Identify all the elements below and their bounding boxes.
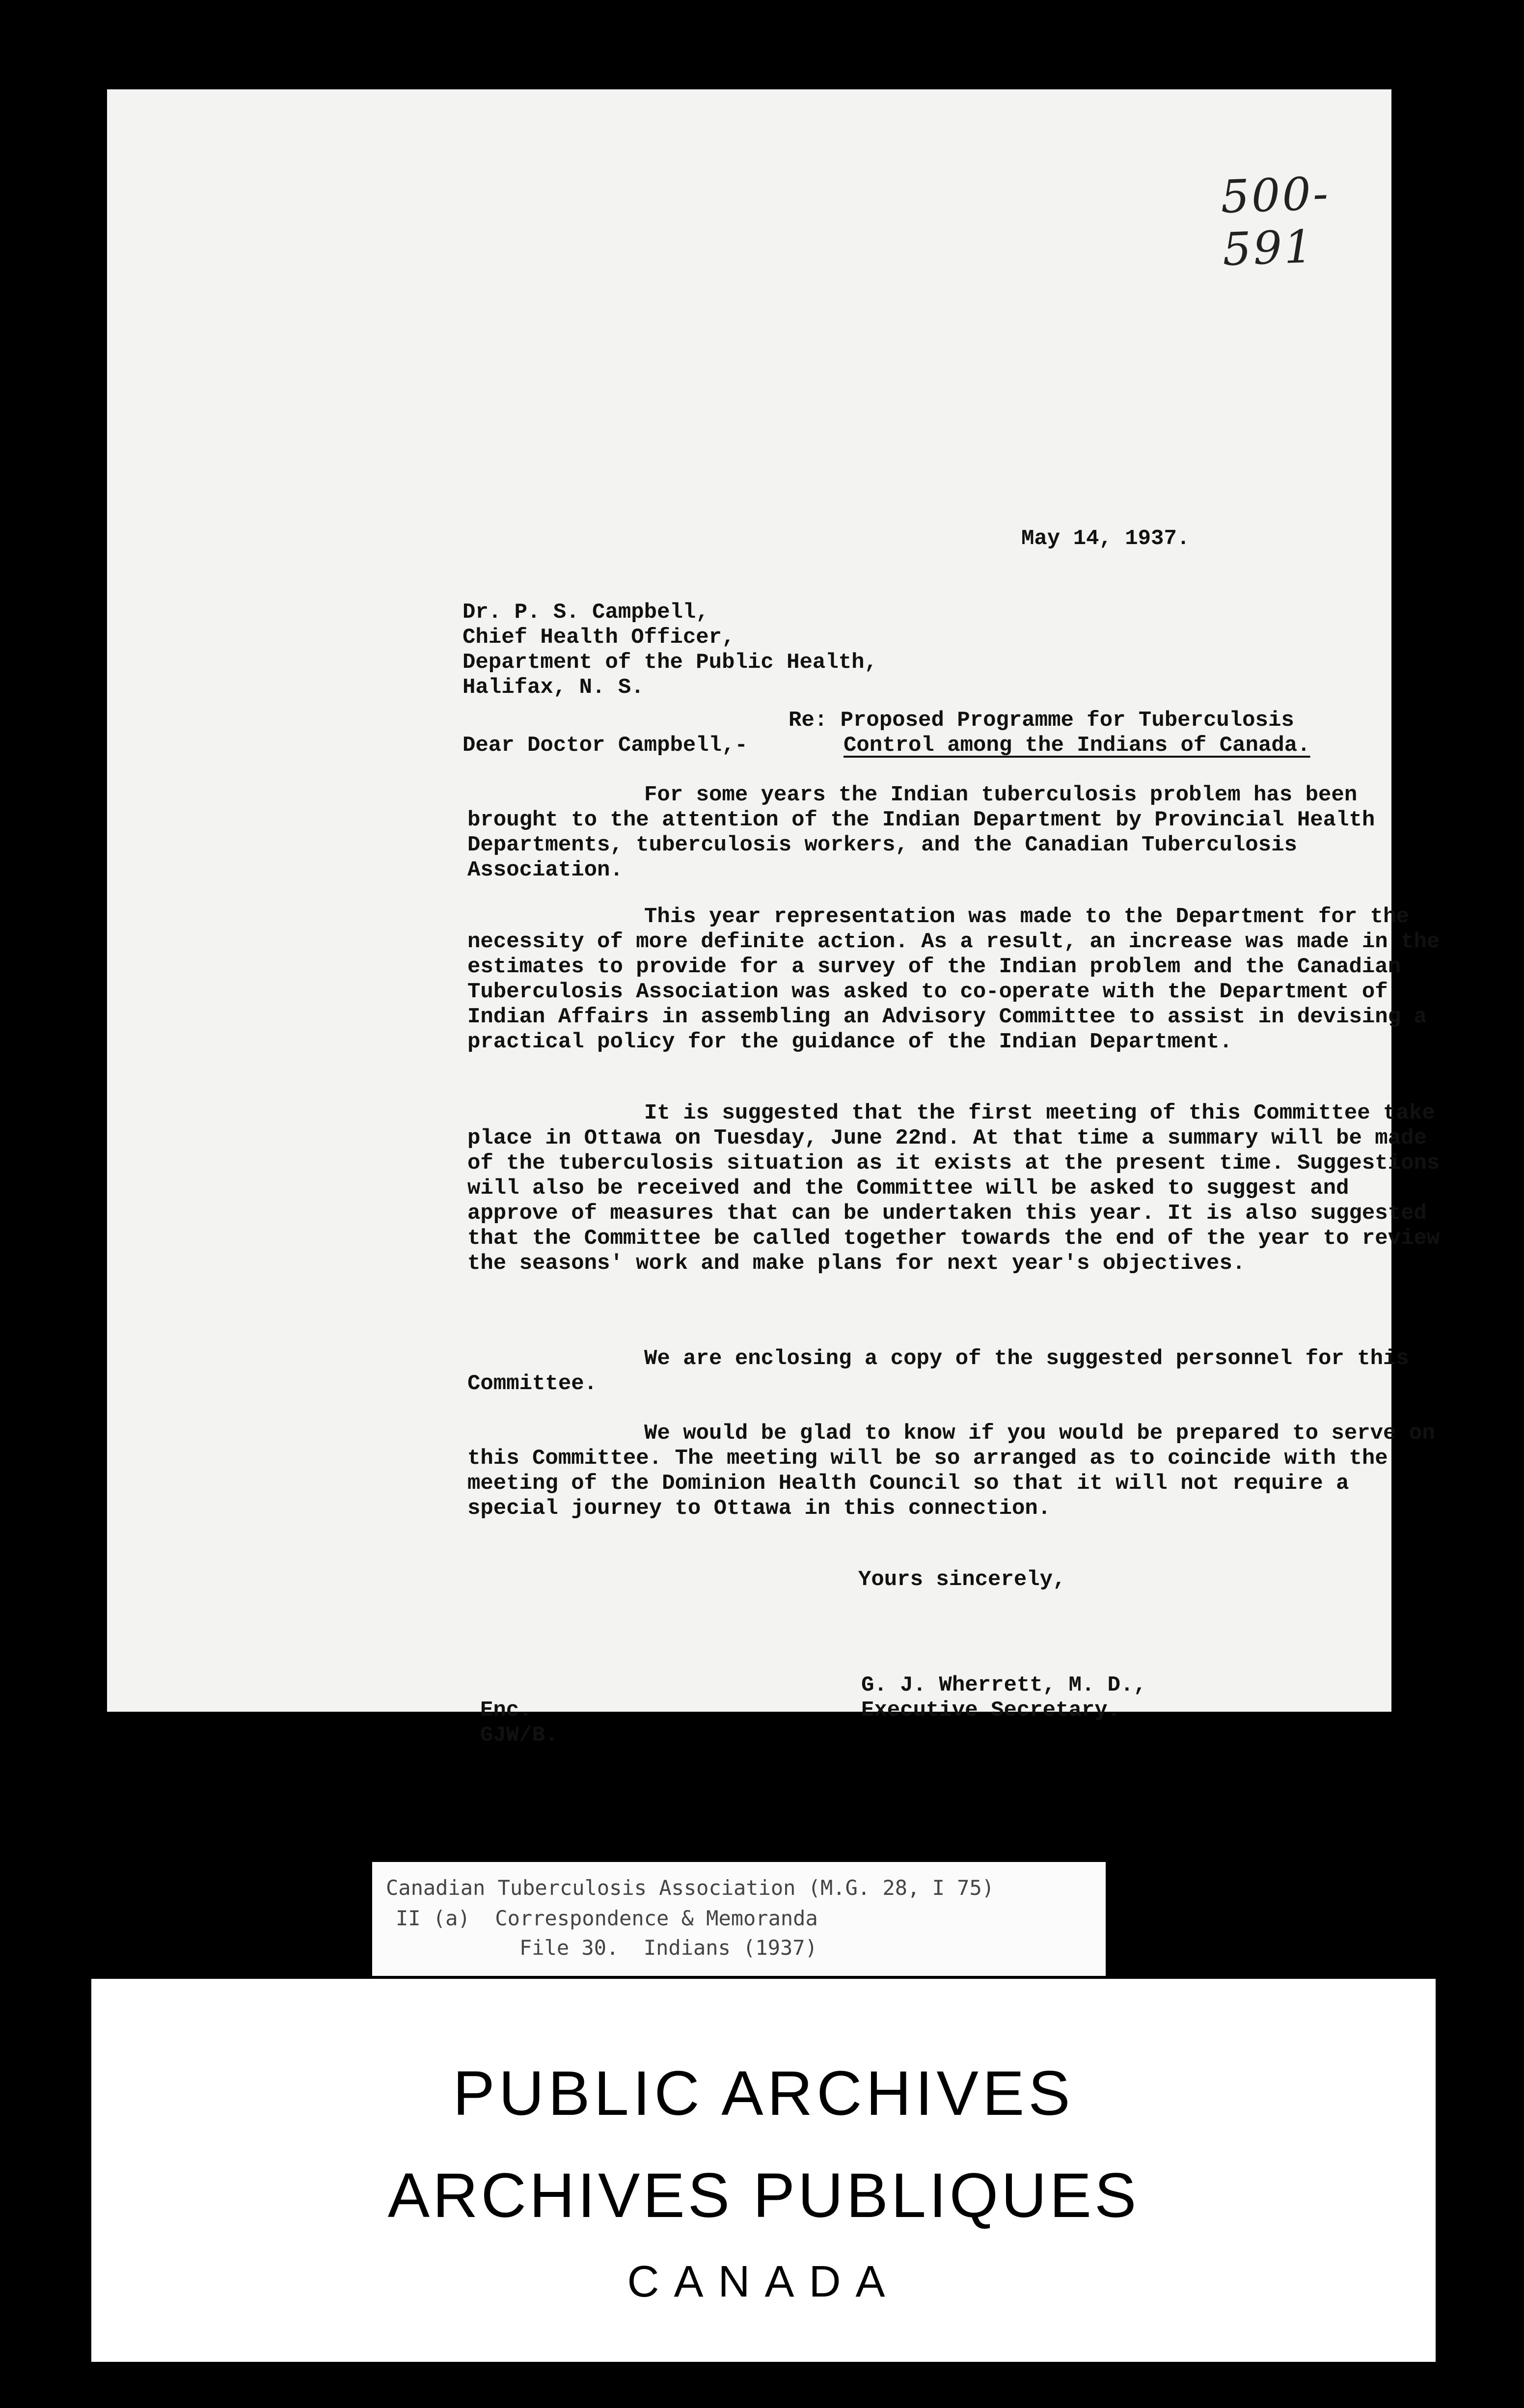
- archive-label-line-1: Canadian Tuberculosis Association (M.G. 28, I 75): [386, 1876, 995, 1900]
- enclosure-note: Enc.: [480, 1698, 532, 1723]
- body-paragraph: [467, 904, 1449, 1055]
- signature-block: [861, 1673, 1146, 1723]
- letter-date: May 14, 1937.: [1021, 526, 1190, 551]
- archive-reference-label: [372, 1862, 1106, 1976]
- archive-label-line-2: II (a) Correspondence & Memoranda: [396, 1906, 818, 1930]
- recipient-address: [463, 600, 877, 700]
- recipient-city: Halifax, N. S.: [463, 675, 644, 700]
- public-archives-stamp: [91, 1979, 1436, 2362]
- paragraph-text: We would be glad to know if you would be prepared to serve on this Committee. The meeting will be so arranged as to coincide with the meeting of the Dominion Health Council so that it will not require a special journey to Ottawa in this connection.: [467, 1421, 1435, 1521]
- paragraph-text: We are enclosing a copy of the suggested personnel for this Committee.: [467, 1346, 1409, 1396]
- paragraph-text: It is suggested that the first meeting of this Committee take place in Ottawa on Tuesday, June 22nd. At that time a summary will be made of the tuberculosis situation as it exists at the present time. Suggestions will also be received and the Committee will be asked to suggest and approve of measures that can be undertaken this year. It is also suggested that the Committee be called together towards the end of the year to review the seasons' work and make plans for next year's objectives.: [467, 1101, 1440, 1276]
- body-paragraph: [467, 1421, 1449, 1521]
- paragraph-text: This year representation was made to the Department for the necessity of more definite action. As a result, an increase was made in the estimates to provide for a survey of the Indian problem and the Canadian Tuberculosis Association was asked to co-operate with the Department of Indian Affairs in assembling an Advisory Committee to assist in devising a practical policy for the guidance of the Indian Department.: [467, 904, 1440, 1054]
- salutation: Dear Doctor Campbell,-: [463, 733, 748, 758]
- stamp-line-country: CANADA: [627, 2257, 900, 2306]
- subject-line-1: Re: Proposed Programme for Tuberculosis: [789, 708, 1294, 733]
- signer-name: G. J. Wherrett, M. D.,: [861, 1673, 1146, 1697]
- body-paragraph: [467, 1101, 1449, 1276]
- letter-page: [107, 89, 1440, 1748]
- signer-title: Executive Secretary.: [861, 1698, 1121, 1723]
- stamp-line-english: PUBLIC ARCHIVES: [453, 2058, 1074, 2129]
- body-paragraph: [467, 1346, 1449, 1396]
- handwritten-reference-number: 500-591: [1220, 167, 1331, 276]
- stamp-line-french: ARCHIVES PUBLIQUES: [387, 2161, 1140, 2231]
- enclosure-block: [480, 1698, 558, 1748]
- closing: Yours sincerely,: [858, 1567, 1066, 1592]
- recipient-title: Chief Health Officer,: [463, 625, 735, 650]
- recipient-department: Department of the Public Health,: [463, 650, 877, 675]
- body-paragraph: [467, 783, 1449, 883]
- subject-line-2: Control among the Indians of Canada.: [844, 733, 1310, 758]
- archive-label-line-3: File 30. Indians (1937): [519, 1936, 817, 1960]
- recipient-name: Dr. P. S. Campbell,: [463, 600, 709, 625]
- paragraph-text: For some years the Indian tuberculosis problem has been brought to the attention of the Indian Department by Provincial Health Departments, tuberculosis workers, and the Canadian Tuberculosis Association.: [467, 783, 1375, 882]
- typist-initials: GJW/B.: [480, 1723, 558, 1748]
